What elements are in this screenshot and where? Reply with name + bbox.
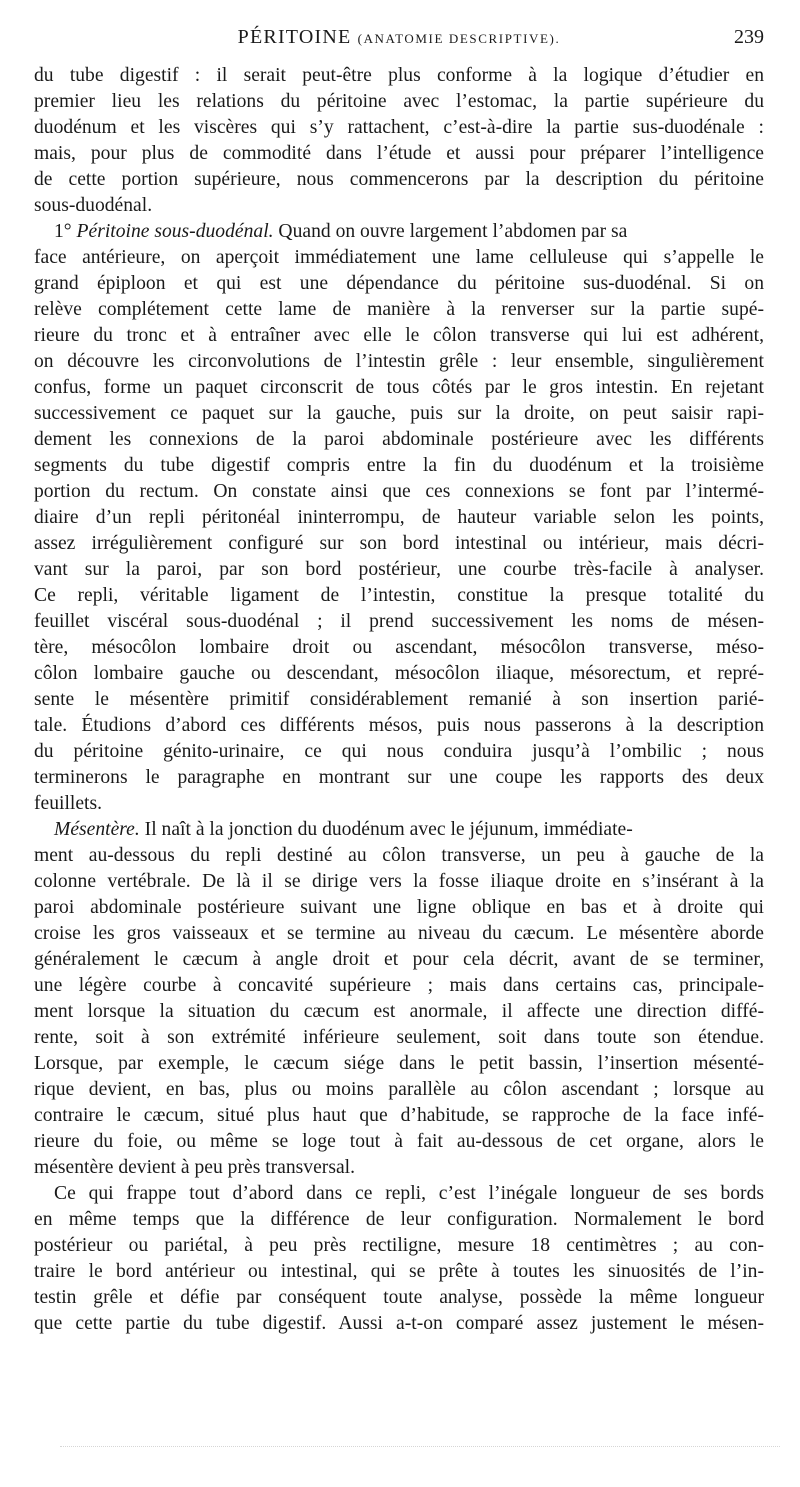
text-line: [34, 817, 764, 843]
text-line: du péritoine génito-urinaire, ce qui nous conduira jusqu’à l’ombilic ; nous: [34, 741, 764, 762]
text-line: tère, mésocôlon lombaire droit ou ascendant, mésocôlon transverse, méso-: [34, 637, 764, 658]
text-line: portion du rectum. On constate ainsi que ces connexions se font par l’intermé-: [34, 481, 764, 502]
section-heading: Mésentère.: [54, 819, 140, 840]
text-span: Il naît à la jonction du duodénum avec le jéjunum, immédiate-: [139, 819, 633, 840]
text-line: du tube digestif : il serait peut-être plus conforme à la logique d’étudier en: [34, 65, 764, 86]
text-line: testin grêle et défie par conséquent toute analyse, possède la même longueur: [34, 1287, 764, 1308]
text-line: paroi abdominale postérieure suivant une ligne oblique en bas et à droite qui: [34, 897, 764, 918]
text-line: vant sur la paroi, par son bord postérieur, une courbe très-facile à analyser.: [34, 559, 764, 580]
text-line: que cette partie du tube digestif. Aussi a-t-on comparé assez justement le mésen-: [34, 1313, 764, 1334]
text-line: rente, soit à son extrémité inférieure seulement, soit dans toute son étendue.: [34, 1027, 764, 1048]
text-line: sente le mésentère primitif considérablement remanié à son insertion parié-: [34, 689, 764, 710]
text-line: colonne vertébrale. De là il se dirige vers la fosse iliaque droite en s’insérant à la: [34, 871, 764, 892]
text-line: croise les gros vaisseaux et se termine au niveau du cæcum. Le mésentère aborde: [34, 923, 764, 944]
text-line: rieure du tronc et à entraîner avec elle le côlon transverse qui lui est adhérent,: [34, 325, 764, 346]
text-line: grand épiploon et qui est une dépendance du péritoine sus-duodénal. Si on: [34, 273, 764, 294]
text-line: feuillets.: [34, 793, 103, 814]
text-line: tale. Étudions d’abord ces différents mésos, puis nous passerons à la description: [34, 715, 764, 736]
text-line: dement les connexions de la paroi abdominale postérieure avec les différents: [34, 429, 764, 450]
text-line: mais, pour plus de commodité dans l’étude et aussi pour préparer l’intelligence: [34, 143, 764, 164]
text-line: généralement le cæcum à angle droit et pour cela décrit, avant de se terminer,: [34, 949, 764, 970]
text-line: de cette portion supérieure, nous commencerons par la description du péritoine: [34, 169, 764, 190]
text-line: face antérieure, on aperçoit immédiatement une lame celluleuse qui s’appelle le: [34, 247, 764, 268]
text-line: rique devient, en bas, plus ou moins parallèle au côlon ascendant ; lorsque au: [34, 1079, 764, 1100]
text-line: traire le bord antérieur ou intestinal, qui se prête à toutes les sinuosités de l’in-: [34, 1261, 764, 1282]
text-line: ment lorsque la situation du cæcum est anormale, il affecte une direction diffé-: [34, 1001, 764, 1022]
bottom-print-specks: [60, 1446, 780, 1451]
section-number: 1°: [54, 221, 77, 242]
text-line: assez irrégulièrement configuré sur son bord intestinal ou intérieur, mais décri-: [34, 533, 764, 554]
text-line: diaire d’un repli péritonéal ininterrompu, de hauteur variable selon les points,: [34, 507, 764, 528]
body-text: [34, 63, 764, 1337]
text-line: terminerons le paragraphe en montrant sur une coupe les rapports des deux: [34, 767, 764, 788]
text-line: Ce repli, véritable ligament de l’intestin, constitue la presque totalité du: [34, 585, 764, 606]
text-line: côlon lombaire gauche ou descendant, mésocôlon iliaque, mésorectum, et repré-: [34, 663, 764, 684]
text-line: postérieur ou pariétal, à peu près rectiligne, mesure 18 centimètres ; au con-: [34, 1235, 764, 1256]
running-title-sub: (ANATOMIE DESCRIPTIVE).: [357, 31, 561, 46]
text-line: relève complétement cette lame de manière à la renverser sur la partie supé-: [34, 299, 764, 320]
text-line: segments du tube digestif compris entre la fin du duodénum et la troisième: [34, 455, 764, 476]
text-line: feuillet viscéral sous-duodénal ; il prend successivement les noms de mésen-: [34, 611, 764, 632]
text-line: une légère courbe à concavité supérieure ; mais dans certains cas, principale-: [34, 975, 764, 996]
text-line: en même temps que la différence de leur configuration. Normalement le bord: [34, 1209, 764, 1230]
page-number: 239: [734, 26, 764, 48]
text-line: [34, 219, 764, 245]
text-line: successivement ce paquet sur la gauche, puis sur la droite, on peut saisir rapi-: [34, 403, 764, 424]
running-title-main: PÉRITOINE: [237, 26, 352, 48]
text-line: premier lieu les relations du péritoine avec l’estomac, la partie supérieure du: [34, 91, 764, 112]
text-line: ment au-dessous du repli destiné au côlon transverse, un peu à gauche de la: [34, 845, 764, 866]
text-line: rieure du foie, ou même se loge tout à fait au-dessous de cet organe, alors le: [34, 1131, 764, 1152]
running-header: [34, 26, 764, 58]
text-line: confus, forme un paquet circonscrit de tous côtés par le gros intestin. En rejetant: [34, 377, 764, 398]
text-line: on découvre les circonvolutions de l’intestin grêle : leur ensemble, singulièrement: [34, 351, 764, 372]
text-line: duodénum et les viscères qui s’y rattachent, c’est-à-dire la partie sus-duodénale :: [34, 117, 764, 138]
section-heading: Péritoine sous-duodénal.: [76, 221, 274, 242]
text-line: contraire le cæcum, situé plus haut que d’habitude, se rapproche de la face infé-: [34, 1105, 764, 1126]
running-title: [34, 26, 764, 49]
text-line: Lorsque, par exemple, le cæcum siége dans le petit bassin, l’insertion mésenté-: [34, 1053, 764, 1074]
text-span: Quand on ouvre largement l’abdomen par sa: [273, 221, 628, 242]
text-line: mésentère devient à peu près transversal.: [34, 1157, 355, 1178]
text-line: sous-duodénal.: [34, 195, 153, 216]
text-line: Ce qui frappe tout d’abord dans ce repli, c’est l’inégale longueur de ses bords: [54, 1183, 764, 1204]
